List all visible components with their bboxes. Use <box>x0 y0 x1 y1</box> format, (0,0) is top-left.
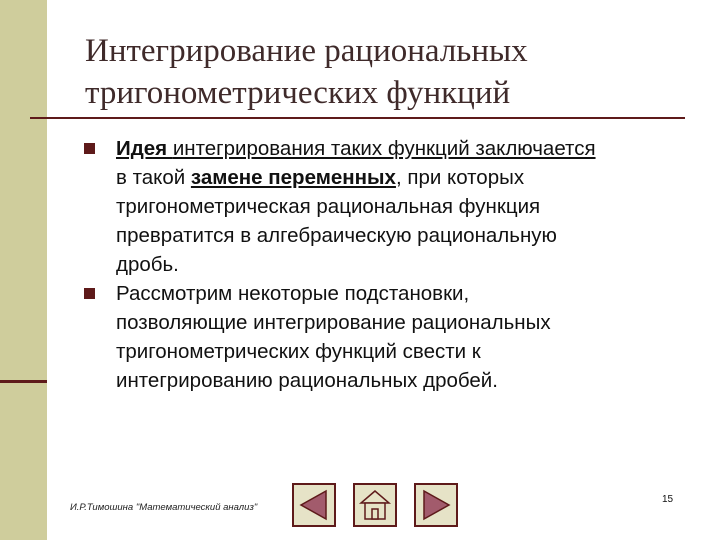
slide-title <box>85 30 695 114</box>
slide-content <box>82 134 692 395</box>
bullet-item-1 <box>82 134 692 279</box>
side-band <box>0 0 47 540</box>
bullet-1-text-a: интегрирования таких функций заключается <box>172 137 596 160</box>
title-line-1: Интегрирование рациональных <box>85 33 528 69</box>
side-accent-bar <box>0 380 47 383</box>
bullet-2-line-1: Рассмотрим некоторые подстановки, <box>116 282 470 305</box>
page-number: 15 <box>662 494 674 505</box>
next-slide-button[interactable] <box>414 483 458 527</box>
title-line-2: тригонометрических функций <box>85 75 511 111</box>
bullet-2-line-4: интегрированию рациональных дробей. <box>116 369 498 392</box>
bullet-1-line-3: тригонометрическая рациональная функция <box>116 195 541 218</box>
home-slide-button[interactable] <box>353 483 397 527</box>
bullet-1-line-2 <box>116 163 692 192</box>
bullet-item-2 <box>82 279 692 395</box>
bullet-1-line-5: дробь. <box>116 253 179 276</box>
term-idea: Идея <box>116 137 173 160</box>
footer-author: И.Р.Тимошина "Математический анализ" <box>70 502 258 513</box>
term-variable-substitution: замене переменных <box>190 166 396 189</box>
previous-slide-button[interactable] <box>292 483 336 527</box>
title-divider <box>30 117 685 119</box>
bullet-1-text-b: в такой <box>116 166 191 189</box>
square-bullet-icon <box>84 143 95 154</box>
bullet-1-text-c: , при которых <box>395 166 525 189</box>
bullet-2-line-2: позволяющие интегрирование рациональных <box>116 311 551 334</box>
triangle-left-icon <box>294 485 334 525</box>
home-icon <box>355 485 395 525</box>
bullet-1-line-1 <box>116 134 692 163</box>
bullet-2-line-3: тригонометрических функций свести к <box>116 340 481 363</box>
square-bullet-icon <box>84 288 95 299</box>
triangle-right-icon <box>416 485 456 525</box>
bullet-1-line-4: превратится в алгебраическую рациональную <box>116 224 557 247</box>
